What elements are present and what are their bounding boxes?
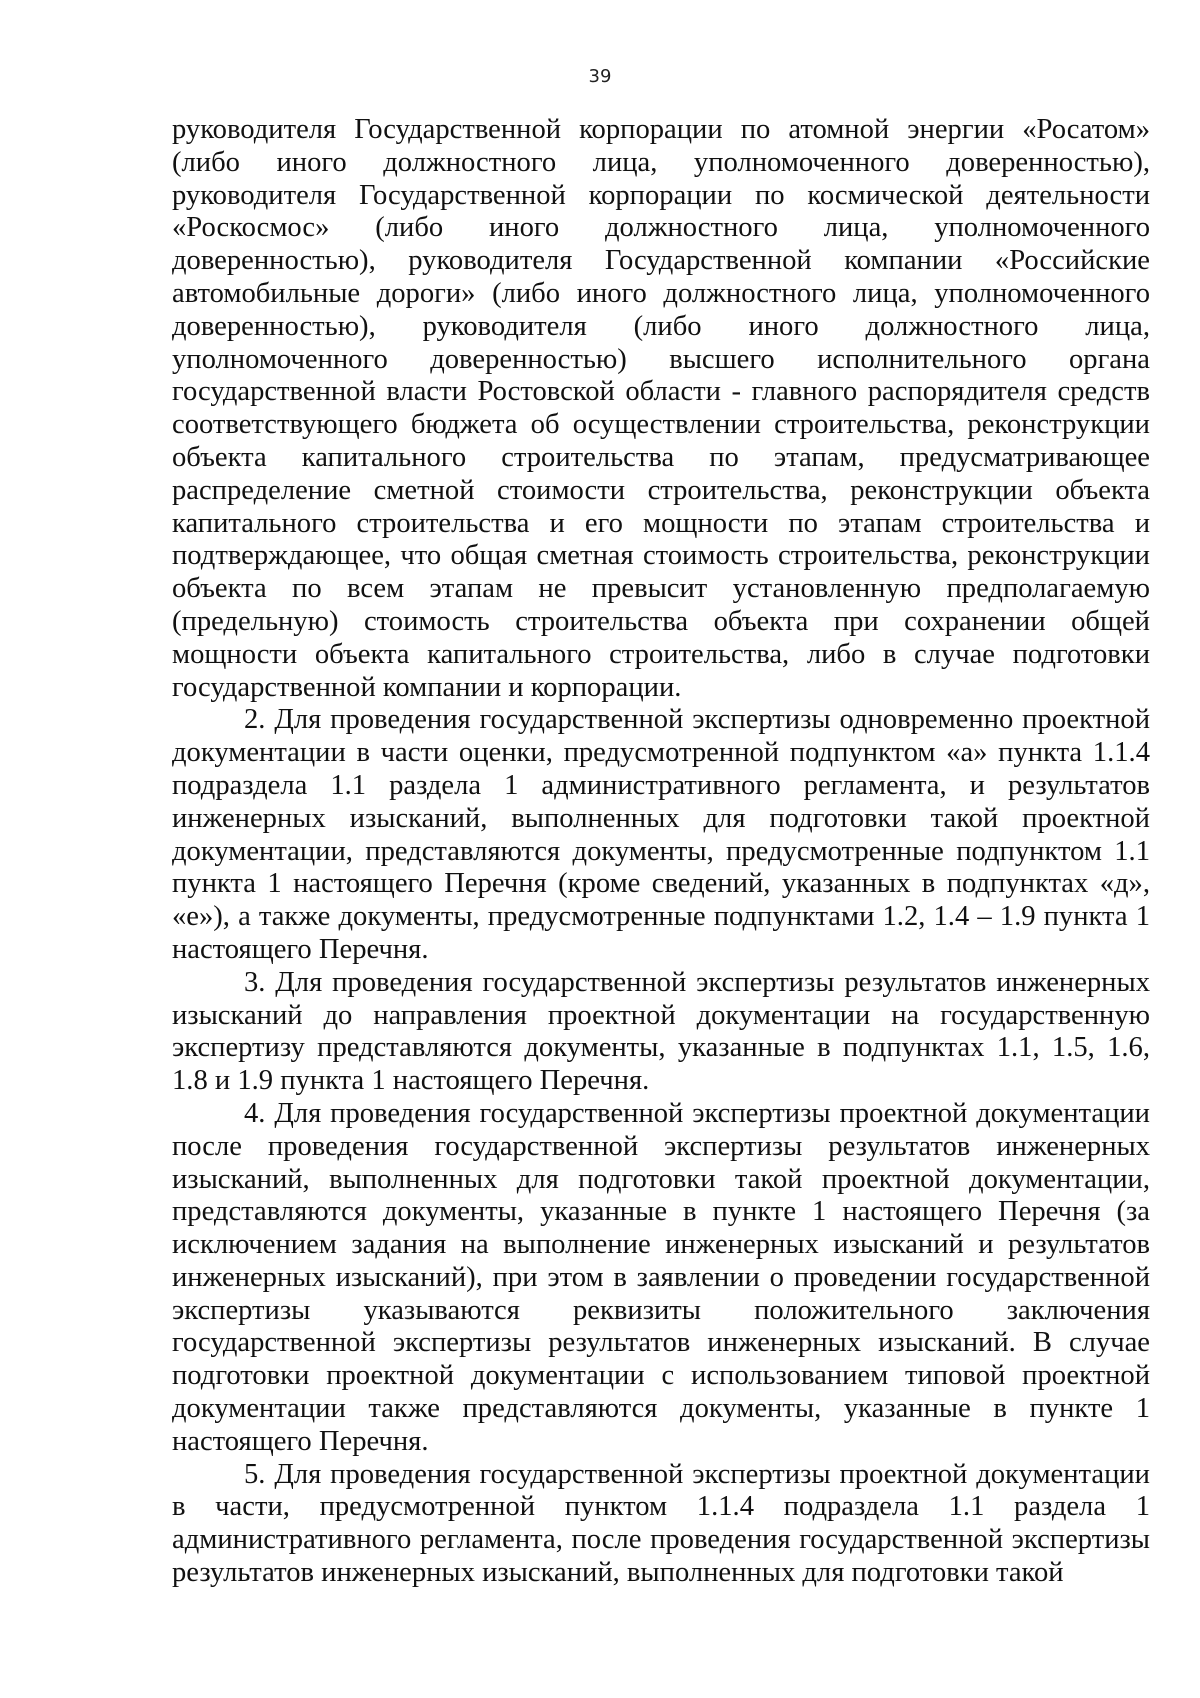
paragraph-item-4: 4. Для проведения государственной экспертизы проектной документации после проведения государственной экспертизы результатов инженерных изысканий, выполненных для подготовки такой проектной документации, представляются документы, указанные в пункте 1 настоящего Перечня (за исключением задания на выполнение инженерных изысканий и результатов инженерных изысканий), при этом в заявлении о проведении государственной экспертизы указываются реквизиты положительного заключения государственной экспертизы результатов инженерных изысканий. В случае подготовки проектной документации с использованием типовой проектной документации также представляются документы, указанные в пункте 1 настоящего Перечня. [172, 1097, 1150, 1457]
page-number: 39 [588, 66, 612, 87]
paragraph-continuation: руководителя Государственной корпорации по атомной энергии «Росатом» (либо иного должностного лица, уполномоченного доверенностью), руководителя Государственной корпорации по космической деятельности «Роскосмос» (либо иного должностного лица, уполномоченного доверенностью), руководителя Государственной компании «Российские автомобильные дороги» (либо иного должностного лица, уполномоченного доверенностью), руководителя (либо иного должностного лица, уполномоченного доверенностью) высшего исполнительного органа государственной власти Ростовской области - главного распорядителя средств соответствующего бюджета об осуществлении строительства, реконструкции объекта капитального строительства по этапам, предусматривающее распределение сметной стоимости строительства, реконструкции объекта капитального строительства и его мощности по этапам строительства и подтверждающее, что общая сметная стоимость строительства, реконструкции объекта по всем этапам не превысит установленную предполагаемую (предельную) стоимость строительства объекта при сохранении общей мощности объекта капитального строительства, либо в случае подготовки государственной компании и корпорации. [172, 114, 1150, 703]
document-body [172, 114, 1150, 1590]
paragraph-item-5: 5. Для проведения государственной экспертизы проектной документации в части, предусмотренной пунктом 1.1.4 подраздела 1.1 раздела 1 административного регламента, после проведения государственной экспертизы результатов инженерных изысканий, выполненных для подготовки такой [172, 1458, 1150, 1589]
paragraph-item-2: 2. Для проведения государственной экспертизы одновременно проектной документации в части оценки, предусмотренной подпунктом «а» пункта 1.1.4 подраздела 1.1 раздела 1 административного регламента, и результатов инженерных изысканий, выполненных для подготовки такой проектной документации, представляются документы, предусмотренные подпунктом 1.1 пункта 1 настоящего Перечня (кроме сведений, указанных в подпунктах «д», «е»), а также документы, предусмотренные подпунктами 1.2, 1.4 – 1.9 пункта 1 настоящего Перечня. [172, 704, 1150, 965]
paragraph-item-3: 3. Для проведения государственной экспертизы результатов инженерных изысканий до направления проектной документации на государственную экспертизу представляются документы, указанные в подпунктах 1.1, 1.5, 1.6, 1.8 и 1.9 пункта 1 настоящего Перечня. [172, 966, 1150, 1097]
